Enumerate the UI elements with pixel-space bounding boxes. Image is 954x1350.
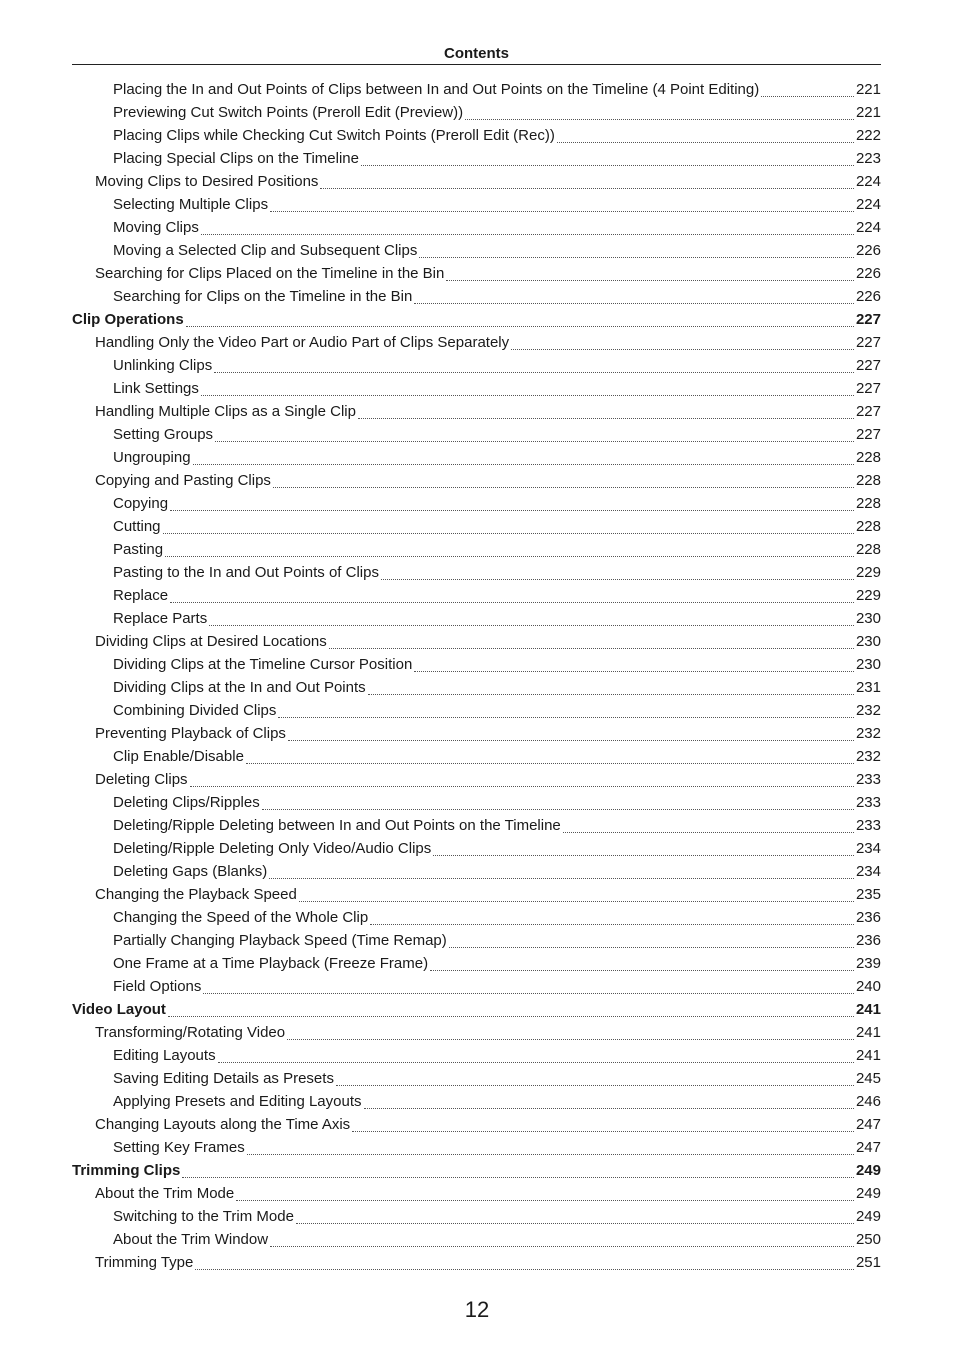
toc-entry-page-number: 224: [855, 173, 881, 190]
toc-entry-page-number: 241: [855, 1001, 881, 1018]
toc-entry-level-3[interactable]: [72, 101, 881, 124]
toc-entry-page-number: 227: [855, 357, 881, 374]
toc-entry-page-number: 239: [855, 955, 881, 972]
toc-entry-level-3[interactable]: [72, 1228, 881, 1251]
toc-entry-page-number: 235: [855, 886, 881, 903]
toc-entry-page-number: 251: [855, 1254, 881, 1271]
toc-dot-leader: [215, 441, 854, 442]
toc-entry-level-3[interactable]: [72, 745, 881, 768]
toc-entry-title: Link Settings: [113, 380, 199, 397]
toc-dot-leader: [449, 947, 854, 948]
toc-entry-title: Dividing Clips at the Timeline Cursor Position: [113, 656, 413, 673]
toc-entry-page-number: 234: [855, 863, 881, 880]
toc-dot-leader: [433, 855, 854, 856]
toc-entry-level-3[interactable]: [72, 216, 881, 239]
toc-dot-leader: [273, 487, 854, 488]
toc-entry-title: Clip Operations: [72, 311, 184, 328]
toc-entry-level-3[interactable]: [72, 492, 881, 515]
toc-entry-level-3[interactable]: [72, 653, 881, 676]
toc-entry-title: Handling Only the Video Part or Audio Part of Clips Separately: [95, 334, 510, 351]
toc-entry-page-number: 227: [855, 334, 881, 351]
toc-entry-level-2[interactable]: [72, 1182, 881, 1205]
toc-entry-title: Copying: [113, 495, 169, 512]
toc-entry-page-number: 221: [855, 81, 881, 98]
toc-entry-title: Setting Groups: [113, 426, 214, 443]
toc-dot-leader: [361, 165, 854, 166]
toc-dot-leader: [414, 671, 854, 672]
toc-dot-leader: [336, 1085, 854, 1086]
toc-entry-level-2[interactable]: [72, 722, 881, 745]
toc-entry-title: Replace: [113, 587, 169, 604]
toc-entry-page-number: 232: [855, 725, 881, 742]
toc-entry-title: Editing Layouts: [113, 1047, 216, 1064]
toc-entry-page-number: 249: [855, 1162, 881, 1179]
toc-dot-leader: [414, 303, 854, 304]
toc-dot-leader: [203, 993, 854, 994]
toc-entry-level-1[interactable]: [72, 308, 881, 331]
toc-dot-leader: [201, 395, 854, 396]
toc-entry-level-2[interactable]: [72, 630, 881, 653]
toc-dot-leader: [186, 326, 854, 327]
toc-entry-title: Moving Clips: [113, 219, 199, 236]
toc-entry-page-number: 241: [855, 1024, 881, 1041]
toc-entry-page-number: 232: [855, 748, 881, 765]
toc-entry-title: Clip Enable/Disable: [113, 748, 244, 765]
toc-entry-page-number: 226: [855, 242, 881, 259]
toc-entry-title: Moving a Selected Clip and Subsequent Clips: [113, 242, 418, 259]
toc-entry-title: Changing Layouts along the Time Axis: [95, 1116, 351, 1133]
header-divider: [72, 64, 881, 65]
toc-dot-leader: [270, 1246, 854, 1247]
toc-dot-leader: [182, 1177, 854, 1178]
toc-entry-level-2[interactable]: [72, 1251, 881, 1274]
toc-entry-page-number: 250: [855, 1231, 881, 1248]
toc-dot-leader: [370, 924, 854, 925]
toc-entry-page-number: 224: [855, 219, 881, 236]
toc-entry-title: Searching for Clips Placed on the Timeline in the Bin: [95, 265, 445, 282]
toc-dot-leader: [761, 96, 854, 97]
toc-entry-title: About the Trim Window: [113, 1231, 269, 1248]
toc-entry-title: Deleting Clips/Ripples: [113, 794, 260, 811]
toc-entry-level-2[interactable]: [72, 768, 881, 791]
toc-entry-page-number: 226: [855, 288, 881, 305]
toc-dot-leader: [195, 1269, 854, 1270]
toc-dot-leader: [446, 280, 854, 281]
toc-dot-leader: [465, 119, 854, 120]
toc-entry-page-number: 247: [855, 1139, 881, 1156]
toc-entry-page-number: 228: [855, 449, 881, 466]
toc-entry-title: Selecting Multiple Clips: [113, 196, 269, 213]
toc-entry-level-3[interactable]: [72, 1044, 881, 1067]
toc-entry-level-3[interactable]: [72, 239, 881, 262]
toc-entry-title: Partially Changing Playback Speed (Time Remap): [113, 932, 447, 949]
toc-dot-leader: [214, 372, 854, 373]
toc-entry-level-1[interactable]: [72, 998, 881, 1021]
toc-entry-title: Placing Clips while Checking Cut Switch Points (Preroll Edit (Rec)): [113, 127, 555, 144]
toc-entry-title: One Frame at a Time Playback (Freeze Frame): [113, 955, 429, 972]
page-number: 12: [464, 1297, 490, 1322]
toc-entry-level-3[interactable]: [72, 538, 881, 561]
toc-entry-title: Placing the In and Out Points of Clips between In and Out Points on the Timeline (4 Point Editing): [113, 81, 760, 98]
toc-entry-page-number: 249: [855, 1208, 881, 1225]
toc-entry-page-number: 231: [855, 679, 881, 696]
toc-dot-leader: [236, 1200, 854, 1201]
toc-entry-level-3[interactable]: [72, 1205, 881, 1228]
toc-entry-page-number: 233: [855, 771, 881, 788]
toc-dot-leader: [364, 1108, 854, 1109]
toc-dot-leader: [278, 717, 854, 718]
toc-entry-title: Setting Key Frames: [113, 1139, 245, 1156]
toc-entry-title: Trimming Type: [95, 1254, 194, 1271]
toc-dot-leader: [287, 1039, 854, 1040]
toc-entry-level-3[interactable]: [72, 124, 881, 147]
toc-entry-level-3[interactable]: [72, 377, 881, 400]
toc-dot-leader: [170, 602, 854, 603]
toc-entry-title: Replace Parts: [113, 610, 208, 627]
toc-entry-title: Moving Clips to Desired Positions: [95, 173, 319, 190]
toc-entry-page-number: 233: [855, 817, 881, 834]
toc-entry-title: Searching for Clips on the Timeline in the Bin: [113, 288, 413, 305]
toc-entry-title: Preventing Playback of Clips: [95, 725, 286, 742]
toc-entry-page-number: 224: [855, 196, 881, 213]
toc-entry-title: Deleting Clips: [95, 771, 188, 788]
toc-entry-title: About the Trim Mode: [95, 1185, 235, 1202]
toc-entry-title: Changing the Speed of the Whole Clip: [113, 909, 369, 926]
toc-entry-title: Handling Multiple Clips as a Single Clip: [95, 403, 356, 420]
toc-dot-leader: [201, 234, 854, 235]
toc-entry-title: Deleting/Ripple Deleting Only Video/Audio Clips: [113, 840, 432, 857]
page-header-title: Contents: [444, 45, 509, 62]
toc-entry-title: Pasting: [113, 541, 164, 558]
toc-entry-title: Unlinking Clips: [113, 357, 213, 374]
toc-entry-level-2[interactable]: [72, 400, 881, 423]
toc-entry-page-number: 223: [855, 150, 881, 167]
toc-entry-page-number: 232: [855, 702, 881, 719]
toc-entry-level-3[interactable]: [72, 975, 881, 998]
toc-entry-page-number: 227: [855, 426, 881, 443]
toc-dot-leader: [209, 625, 854, 626]
toc-dot-leader: [170, 510, 854, 511]
toc-entry-level-3[interactable]: [72, 515, 881, 538]
toc-entry-title: Transforming/Rotating Video: [95, 1024, 286, 1041]
toc-entry-level-2[interactable]: [72, 331, 881, 354]
toc-entry-level-3[interactable]: [72, 78, 881, 101]
toc-entry-page-number: 230: [855, 656, 881, 673]
toc-dot-leader: [269, 878, 854, 879]
toc-entry-title: Trimming Clips: [72, 1162, 181, 1179]
toc-entry-title: Applying Presets and Editing Layouts: [113, 1093, 362, 1110]
toc-entry-page-number: 228: [855, 518, 881, 535]
toc-entry-level-3[interactable]: [72, 354, 881, 377]
toc-entry-page-number: 228: [855, 472, 881, 489]
toc-entry-title: Copying and Pasting Clips: [95, 472, 271, 489]
toc-entry-page-number: 246: [855, 1093, 881, 1110]
toc-dot-leader: [296, 1223, 854, 1224]
toc-dot-leader: [190, 786, 854, 787]
toc-entry-level-3[interactable]: [72, 285, 881, 308]
toc-dot-leader: [368, 694, 854, 695]
toc-entry-level-3[interactable]: [72, 423, 881, 446]
toc-dot-leader: [193, 464, 854, 465]
toc-dot-leader: [563, 832, 854, 833]
toc-entry-level-2[interactable]: [72, 1113, 881, 1136]
toc-dot-leader: [299, 901, 854, 902]
toc-entry-page-number: 249: [855, 1185, 881, 1202]
toc-entry-title: Changing the Playback Speed: [95, 886, 297, 903]
toc-dot-leader: [358, 418, 854, 419]
toc-entry-page-number: 234: [855, 840, 881, 857]
table-of-contents: [72, 78, 881, 1274]
toc-entry-title: Switching to the Trim Mode: [113, 1208, 294, 1225]
toc-entry-level-2[interactable]: [72, 469, 881, 492]
toc-dot-leader: [352, 1131, 854, 1132]
toc-entry-level-2[interactable]: [72, 262, 881, 285]
toc-entry-title: Combining Divided Clips: [113, 702, 277, 719]
toc-entry-title: Deleting Gaps (Blanks): [113, 863, 268, 880]
toc-dot-leader: [163, 533, 854, 534]
toc-dot-leader: [430, 970, 854, 971]
toc-entry-level-3[interactable]: [72, 147, 881, 170]
toc-entry-page-number: 228: [855, 495, 881, 512]
toc-entry-title: Previewing Cut Switch Points (Preroll Edit (Preview)): [113, 104, 464, 121]
toc-entry-level-3[interactable]: [72, 1067, 881, 1090]
toc-entry-page-number: 236: [855, 909, 881, 926]
toc-entry-level-3[interactable]: [72, 860, 881, 883]
toc-entry-page-number: 227: [855, 380, 881, 397]
toc-entry-title: Ungrouping: [113, 449, 191, 466]
toc-entry-level-3[interactable]: [72, 1090, 881, 1113]
toc-entry-page-number: 228: [855, 541, 881, 558]
toc-dot-leader: [165, 556, 854, 557]
toc-entry-title: Video Layout: [72, 1001, 166, 1018]
toc-entry-level-3[interactable]: [72, 906, 881, 929]
toc-entry-page-number: 227: [855, 403, 881, 420]
toc-entry-level-1[interactable]: [72, 1159, 881, 1182]
toc-dot-leader: [218, 1062, 854, 1063]
toc-dot-leader: [329, 648, 854, 649]
toc-entry-level-3[interactable]: [72, 1136, 881, 1159]
toc-entry-level-3[interactable]: [72, 791, 881, 814]
toc-entry-level-3[interactable]: [72, 837, 881, 860]
toc-entry-title: Saving Editing Details as Presets: [113, 1070, 334, 1087]
toc-dot-leader: [247, 1154, 854, 1155]
toc-entry-page-number: 233: [855, 794, 881, 811]
toc-entry-title: Pasting to the In and Out Points of Clips: [113, 564, 379, 581]
toc-dot-leader: [320, 188, 854, 189]
toc-entry-title: Dividing Clips at the In and Out Points: [113, 679, 366, 696]
toc-entry-page-number: 236: [855, 932, 881, 949]
toc-entry-page-number: 230: [855, 610, 881, 627]
toc-entry-level-3[interactable]: [72, 814, 881, 837]
toc-entry-title: Field Options: [113, 978, 202, 995]
toc-entry-page-number: 227: [855, 311, 881, 328]
toc-entry-title: Placing Special Clips on the Timeline: [113, 150, 359, 167]
toc-entry-level-2[interactable]: [72, 883, 881, 906]
toc-dot-leader: [262, 809, 854, 810]
toc-entry-level-3[interactable]: [72, 584, 881, 607]
toc-dot-leader: [270, 211, 854, 212]
toc-entry-level-3[interactable]: [72, 561, 881, 584]
toc-dot-leader: [557, 142, 854, 143]
toc-dot-leader: [419, 257, 854, 258]
toc-entry-level-2[interactable]: [72, 1021, 881, 1044]
toc-entry-level-3[interactable]: [72, 699, 881, 722]
toc-entry-level-3[interactable]: [72, 193, 881, 216]
toc-entry-page-number: 247: [855, 1116, 881, 1133]
toc-entry-page-number: 222: [855, 127, 881, 144]
toc-entry-level-3[interactable]: [72, 607, 881, 630]
toc-entry-page-number: 240: [855, 978, 881, 995]
toc-dot-leader: [511, 349, 854, 350]
toc-entry-title: Cutting: [113, 518, 161, 535]
toc-entry-level-3[interactable]: [72, 929, 881, 952]
toc-entry-page-number: 226: [855, 265, 881, 282]
toc-entry-page-number: 229: [855, 587, 881, 604]
toc-entry-level-2[interactable]: [72, 170, 881, 193]
toc-entry-level-3[interactable]: [72, 446, 881, 469]
toc-entry-page-number: 245: [855, 1070, 881, 1087]
toc-entry-level-3[interactable]: [72, 952, 881, 975]
toc-entry-page-number: 230: [855, 633, 881, 650]
toc-dot-leader: [168, 1016, 854, 1017]
toc-entry-level-3[interactable]: [72, 676, 881, 699]
toc-entry-page-number: 241: [855, 1047, 881, 1064]
toc-dot-leader: [246, 763, 854, 764]
toc-entry-title: Dividing Clips at Desired Locations: [95, 633, 327, 650]
toc-dot-leader: [381, 579, 854, 580]
toc-dot-leader: [288, 740, 854, 741]
toc-entry-title: Deleting/Ripple Deleting between In and Out Points on the Timeline: [113, 817, 561, 834]
toc-entry-page-number: 221: [855, 104, 881, 121]
toc-entry-page-number: 229: [855, 564, 881, 581]
